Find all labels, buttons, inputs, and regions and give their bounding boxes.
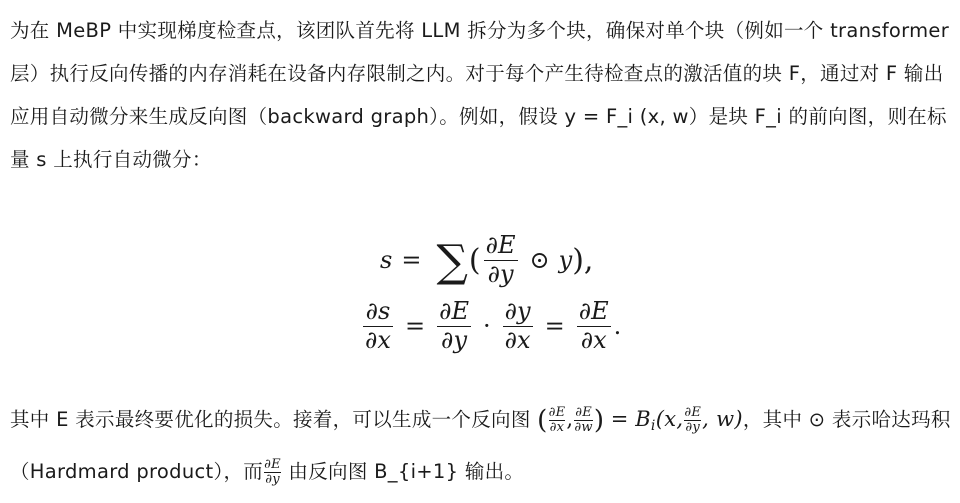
eq2-frac-4-den: ∂x (580, 325, 607, 354)
eq2-frac-1 (363, 298, 393, 354)
args-frac-num: ∂E (684, 404, 702, 420)
eq2-period: . (613, 312, 622, 340)
eq1-fraction (484, 232, 518, 288)
args-frac (684, 406, 701, 436)
tuple-frac-1-num: ∂E (548, 404, 566, 420)
para2-text-a: 其中 E 表示最终要优化的损失。接着，可以生成一个反向图 (10, 408, 531, 431)
backward-graph-symbol: B (635, 407, 651, 431)
output-frac-den: ∂y (265, 472, 280, 487)
tuple-frac-1 (549, 406, 566, 436)
odot-symbol: ⊙ (529, 246, 550, 274)
eq2-frac-1-num: ∂s (365, 296, 391, 325)
output-frac (264, 458, 281, 488)
eq2-frac-4-num: ∂E (578, 296, 609, 325)
eq2-equals-1: = (404, 312, 426, 340)
eq1-frac-num: ∂E (485, 230, 516, 259)
output-frac-num: ∂E (264, 456, 281, 472)
eq2-frac-2-den: ∂y (441, 325, 468, 354)
eq2-frac-3-den: ∂x (504, 325, 531, 354)
eq2-frac-1-den: ∂x (365, 325, 391, 354)
args-frac-den: ∂y (685, 420, 701, 435)
tuple-frac-2 (574, 406, 592, 436)
para2-text-c: 由反向图 B_{i+1} 输出。 (281, 460, 525, 483)
tuple-close-paren: ) (593, 405, 605, 436)
eq1-close-paren: ), (572, 242, 594, 278)
sum-symbol: ∑ (436, 236, 468, 287)
eq1-lhs: s (380, 246, 393, 274)
inline-equals: = (610, 407, 629, 431)
tuple-comma: , (566, 407, 574, 431)
tuple-frac-2-den: ∂w (574, 420, 593, 435)
tuple-frac-1-den: ∂x (549, 420, 565, 435)
eq2-frac-3-num: ∂y (504, 296, 531, 325)
eq1-equals: = (401, 246, 422, 274)
eq1-frac-den: ∂y (487, 259, 514, 288)
args-close: , w) (702, 407, 743, 431)
tuple-open-paren: ( (537, 405, 548, 436)
eq1-open-paren: ( (468, 242, 481, 278)
eq2-frac-3 (503, 298, 533, 354)
args-open: (x, (655, 407, 684, 431)
intro-paragraph: 为在 MeBP 中实现梯度检查点，该团队首先将 LLM 拆分为多个块，确保对单个块（例如一个 transformer 层）执行反向传播的内存消耗在设备内存限制之内。对于每个产生待检查点的激活值的块 F，通过对 F 输出应用自动微分来生成反向图（backward graph）。例如，假设 y = F_i (x, w）是块 F_i 的前向图，则在标量 s 上执行自动微分： (10, 19, 950, 171)
eq2-frac-2-num: ∂E (439, 296, 469, 325)
eq1-var: y (558, 246, 573, 274)
para2-text-b: ，其中 ⊙ 表示哈达玛积（Hardmard product），而 (10, 408, 951, 483)
eq2-frac-2 (437, 298, 471, 354)
tuple-frac-2-num: ∂E (575, 404, 592, 420)
dot-operator: · (483, 312, 491, 340)
backward-graph-subscript: i (650, 418, 656, 434)
eq2-frac-4 (577, 298, 611, 354)
explanation-paragraph (10, 396, 955, 495)
eq2-equals-2: = (544, 312, 565, 340)
